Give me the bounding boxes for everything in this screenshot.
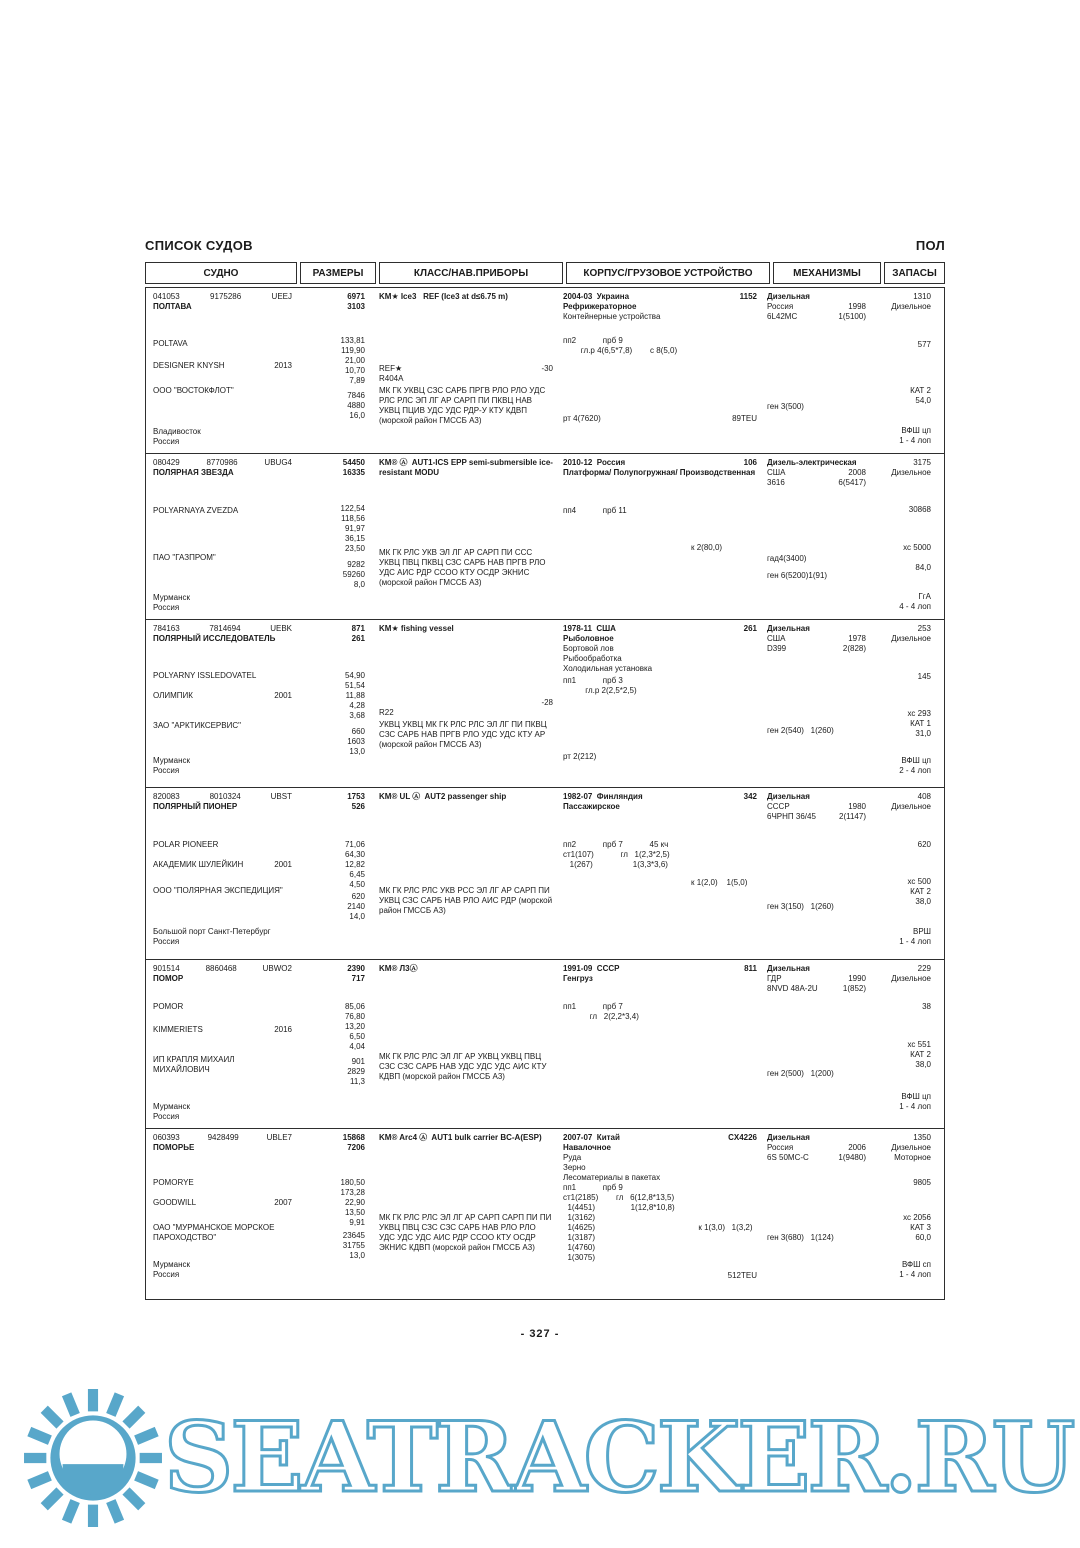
text-line: Навалочное <box>563 1143 611 1152</box>
text-line: 11,88 <box>345 691 365 700</box>
text-line: 71,06 <box>344 840 365 849</box>
text-line: МК ГК РЛС РЛС УКВ РСС ЭЛ ЛГ АР САРП ПИ УКВЦ СЗС САРБ НАВ РЛО АИС РДР (морской район ГМССБ А3) <box>379 886 555 915</box>
text-line: POLYARNY ISSLEDOVATEL <box>153 671 257 680</box>
text-line: 3,68 <box>349 711 365 720</box>
text-line: ГгА <box>918 592 931 601</box>
text-line: 60,0 <box>915 1233 931 1242</box>
text-line: 22,90 <box>344 1198 365 1207</box>
text-line: KM★ fishing vessel <box>379 624 454 633</box>
text-line: 64,30 <box>344 850 365 859</box>
text-line: АКАДЕМИК ШУЛЕЙКИН 2001 <box>153 860 292 869</box>
text-line: 2390 <box>347 964 365 973</box>
text-line: хс 500 <box>907 877 931 886</box>
text-line: 901 <box>351 1057 365 1066</box>
table-column-headers <box>145 262 945 284</box>
text-line: KM® Л3Ⓐ <box>379 964 418 973</box>
text-line: ВФШ цп <box>901 1092 931 1101</box>
text-line: 717 <box>351 974 365 983</box>
text-line: США 2008 <box>767 468 866 477</box>
text-line: 1(3162) <box>563 1213 596 1222</box>
vessel-cell <box>146 292 298 447</box>
vessel-cell <box>146 624 298 781</box>
text-line: КАТ 2 <box>910 1050 931 1059</box>
ship-table <box>145 287 945 1300</box>
text-line: 2010-12 Россия 106 <box>563 458 757 467</box>
text-line: 2829 <box>347 1067 365 1076</box>
vessel-cell <box>146 1133 298 1293</box>
text-line: 173,28 <box>340 1188 365 1197</box>
text-line: KM® Ⓐ AUT1-ICS EPP semi-submersible ice-resistant MODU <box>379 458 553 477</box>
text-line: ПОМОР <box>153 974 184 983</box>
text-line: Россия <box>153 766 180 775</box>
text-line: REF★ -30 <box>379 364 553 373</box>
text-line: 9,91 <box>349 1218 365 1227</box>
text-line: Генгруз <box>563 974 593 983</box>
text-line: 041053 9175286 UEEJ <box>153 292 292 301</box>
text-line: 13,0 <box>349 747 365 756</box>
text-line: 3175 <box>913 458 931 467</box>
sizes-cell <box>298 458 374 613</box>
text-line: ПОЛТАВА <box>153 302 192 311</box>
text-line: 1991-09 СССР 811 <box>563 964 757 973</box>
text-line: Пассажирское <box>563 802 620 811</box>
hull-cell <box>558 458 762 613</box>
text-line: KM® UL Ⓐ AUT2 passenger ship <box>379 792 507 801</box>
text-line: 9282 <box>347 560 365 569</box>
ship-row-polar-pioneer <box>146 788 944 960</box>
text-line: пп2 прб 7 45 кч <box>563 840 669 849</box>
text-line: 1(267) 1(3,3*3,6) <box>563 860 668 869</box>
text-line: Дизельная <box>767 1133 810 1142</box>
class-cell <box>374 1133 558 1293</box>
hull-cell <box>558 292 762 447</box>
text-line: 2 - 4 лоп <box>899 766 931 775</box>
text-line: ПАО "ГАЗПРОМ" <box>153 553 216 562</box>
text-line: 6L42MC 1(5100) <box>767 312 866 321</box>
hull-cell <box>558 624 762 781</box>
text-line: Зерно <box>563 1163 586 1172</box>
text-line: 13,20 <box>344 1022 365 1031</box>
text-line: 6971 <box>347 292 365 301</box>
text-line: 91,97 <box>344 524 365 533</box>
text-line: 6,50 <box>349 1032 365 1041</box>
text-line: Дизельная <box>767 624 810 633</box>
text-line: 9805 <box>913 1178 931 1187</box>
text-line: Дизель-электрическая <box>767 458 857 467</box>
text-line: 229 <box>917 964 931 973</box>
text-line: 16,0 <box>349 411 365 420</box>
column-header-stores: ЗАПАСЫ <box>884 262 945 284</box>
text-line: 21,00 <box>344 356 365 365</box>
text-line: 51,54 <box>344 681 365 690</box>
column-header-vessel: СУДНО <box>145 262 297 284</box>
text-line: 1 - 4 лоп <box>899 1270 931 1279</box>
text-line: 23645 <box>342 1231 365 1240</box>
text-line: 59260 <box>342 570 365 579</box>
sun-logo-icon <box>22 1387 164 1529</box>
machinery-cell <box>762 458 870 613</box>
text-line: Дизельное <box>891 974 931 983</box>
text-line: 38,0 <box>915 1060 931 1069</box>
text-line: POMORYE <box>153 1178 194 1187</box>
machinery-cell <box>762 624 870 781</box>
text-line: 10,70 <box>344 366 365 375</box>
text-line: Россия <box>153 1270 180 1279</box>
vessel-cell <box>146 458 298 613</box>
text-line: 4880 <box>347 401 365 410</box>
text-line: Дизельная <box>767 792 810 801</box>
stores-cell <box>870 458 944 613</box>
class-cell <box>374 458 558 613</box>
text-line: ГДР 1990 <box>767 974 866 983</box>
class-cell <box>374 964 558 1122</box>
text-line: 1978-11 США 261 <box>563 624 757 633</box>
hull-cell <box>558 792 762 953</box>
text-line: КАТ 3 <box>910 1223 931 1232</box>
class-cell <box>374 292 558 447</box>
text-line: 6ЧРНП 36/45 2(1147) <box>767 812 866 821</box>
vessel-cell <box>146 964 298 1122</box>
machinery-cell <box>762 964 870 1122</box>
text-line: пп1 прб 7 <box>563 1002 623 1011</box>
text-line: 526 <box>351 802 365 811</box>
text-line: КАТ 1 <box>910 719 931 728</box>
text-line: 54,0 <box>915 396 931 405</box>
text-line: 871 <box>351 624 365 633</box>
text-line: пп4 прб 11 <box>563 506 627 515</box>
text-line: 784163 7814694 UEBK <box>153 624 292 633</box>
watermark-text: SEATRACKER.RU <box>164 1401 1073 1514</box>
text-line: 85,06 <box>344 1002 365 1011</box>
text-line: 820083 8010324 UBST <box>153 792 292 801</box>
text-line: Россия <box>153 937 180 946</box>
text-line: 14,0 <box>349 912 365 921</box>
text-line: KM★ Ice3 REF (Ice3 at d≤6.75 m) <box>379 292 508 301</box>
column-header-hull: КОРПУС/ГРУЗОВОЕ УСТРОЙСТВО <box>566 262 770 284</box>
text-line: 1(3075) <box>563 1253 596 1262</box>
text-line: Рыбообработка <box>563 654 622 663</box>
text-line: гл.р 2(2,5*2,5) <box>563 686 637 695</box>
text-line: СССР 1980 <box>767 802 866 811</box>
text-line: 119,90 <box>341 346 365 355</box>
text-line: Мурманск <box>153 1260 190 1269</box>
text-line: 6S 50MC-C 1(9480) <box>767 1153 866 1162</box>
text-line: 23,50 <box>344 544 365 553</box>
text-line: POMOR <box>153 1002 184 1011</box>
text-line: Россия <box>153 437 180 446</box>
text-line: Россия <box>153 603 180 612</box>
text-line: 408 <box>917 792 931 801</box>
text-line: МК ГК РЛС РЛС ЭЛ ЛГ АР УКВЦ УКВЦ ПВЦ СЗС СЗС САРБ НАВ УДС УДС УДС АИС КТУ КДВП (морской район ГМССБ А3) <box>379 1052 549 1081</box>
text-line: КАТ 2 <box>910 386 931 395</box>
text-line: 54,90 <box>344 671 365 680</box>
text-line: 38 <box>922 1002 931 1011</box>
text-line: ген 6(5200)1(91) <box>767 571 828 580</box>
text-line: 2004-03 Украина 1152 <box>563 292 757 301</box>
text-line: 261 <box>351 634 365 643</box>
text-line: ОАО "МУРМАНСКОЕ МОРСКОЕ ПАРОХОДСТВО" <box>153 1223 277 1242</box>
text-line: КАТ 2 <box>910 887 931 896</box>
text-line: 620 <box>917 840 931 849</box>
ship-row-polyarny-issledovatel <box>146 620 944 788</box>
text-line: 54450 <box>342 458 365 467</box>
text-line: 1 - 4 лоп <box>899 1102 931 1111</box>
text-line: 060393 9428499 UBLE7 <box>153 1133 292 1142</box>
text-line: ВФШ сп <box>901 1260 931 1269</box>
text-line: Большой порт Санкт-Петербург <box>153 927 271 936</box>
text-line: Мурманск <box>153 756 190 765</box>
text-line: 1753 <box>347 792 365 801</box>
register-page <box>145 238 945 1300</box>
text-line: POLYARNAYA ZVEZDA <box>153 506 239 515</box>
text-line: Россия 1998 <box>767 302 866 311</box>
watermark <box>22 1388 1073 1528</box>
text-line: гл 2(2,2*3,4) <box>563 1012 639 1021</box>
text-line: 180,50 <box>340 1178 365 1187</box>
text-line: Дизельное <box>891 802 931 811</box>
text-line: 1 - 4 лоп <box>899 436 931 445</box>
column-header-sizes: РАЗМЕРЫ <box>300 262 376 284</box>
text-line: МК ГК УКВЦ СЗС САРБ ПРГВ РЛО РЛО УДС РЛС РЛС ЭП ЛГ АР САРП ПИ ПКВЦ НАВ УКВЦ ПЦИВ УДС УДС РДР-У КТУ КДВП (морской район ГМССБ А3) <box>379 386 548 425</box>
text-line: Рефрижераторное <box>563 302 637 311</box>
text-line: 13,0 <box>349 1251 365 1260</box>
hull-cell <box>558 964 762 1122</box>
text-line: МК ГК РЛС УКВ ЭЛ ЛГ АР САРП ПИ ССС УКВЦ ПВЦ ПКВЦ СЗС САРБ НАВ ПРГВ РЛО УДС АИС РДР ССОО КТУ ОСДР ЭКНИС (морской район ГМССБ А3) <box>379 548 548 587</box>
text-line: 6,45 <box>349 870 365 879</box>
text-line: Дизельная <box>767 292 810 301</box>
text-line: R22 <box>379 708 394 717</box>
text-line: 1(4760) <box>563 1243 596 1252</box>
text-line: пп1 прб 9 <box>563 1183 623 1192</box>
text-line: 38,0 <box>915 897 931 906</box>
text-line: 13,50 <box>344 1208 365 1217</box>
machinery-cell <box>762 292 870 447</box>
text-line: ген 3(680) 1(124) <box>767 1233 834 1242</box>
sizes-cell <box>298 624 374 781</box>
class-cell <box>374 792 558 953</box>
page-number: - 327 - <box>520 1328 560 1340</box>
stores-cell <box>870 1133 944 1293</box>
text-line: ООО "ВОСТОКФЛОТ" <box>153 386 234 395</box>
ship-row-poltava <box>146 288 944 454</box>
page-header <box>145 238 945 253</box>
column-header-machinery: МЕХАНИЗМЫ <box>773 262 881 284</box>
text-line: 4,28 <box>349 701 365 710</box>
text-line: 118,56 <box>341 514 365 523</box>
text-line: Моторное <box>894 1153 931 1162</box>
text-line: 1603 <box>347 737 365 746</box>
text-line: 4,04 <box>349 1042 365 1051</box>
text-line: 30868 <box>908 505 931 514</box>
text-line: 4,50 <box>349 880 365 889</box>
text-line: D399 2(828) <box>767 644 866 653</box>
text-line: ПОЛЯРНАЯ ЗВЕЗДА <box>153 468 234 477</box>
text-line: 1(3187) <box>563 1233 596 1242</box>
page-title: СПИСОК СУДОВ <box>145 238 253 253</box>
text-line: 31,0 <box>915 729 931 738</box>
text-line: ВРШ <box>912 927 931 936</box>
text-line: Россия <box>153 1112 180 1121</box>
text-line: хс 2056 <box>903 1213 931 1222</box>
text-line: ОЛИМПИК 2001 <box>153 691 292 700</box>
text-line: хс 5000 <box>903 543 931 552</box>
text-line: Мурманск <box>153 593 190 602</box>
ship-row-polyarnaya-zvezda <box>146 454 944 620</box>
text-line: 3103 <box>347 302 365 311</box>
text-line: Рыболовное <box>563 634 614 643</box>
text-line: Дизельное <box>891 302 931 311</box>
text-line: Мурманск <box>153 1102 190 1111</box>
text-line: DESIGNER KNYSH 2013 <box>153 361 292 370</box>
text-line: POLAR PIONEER <box>153 840 219 849</box>
column-header-class: КЛАСС/НАВ.ПРИБОРЫ <box>379 262 563 284</box>
hull-cell <box>558 1133 762 1293</box>
text-line: 133,81 <box>340 336 365 345</box>
text-line: Холодильная установка <box>563 664 653 673</box>
text-line: 577 <box>917 340 931 349</box>
text-line: ген 2(540) 1(260) <box>767 726 834 735</box>
text-line: 1 - 4 лоп <box>899 937 931 946</box>
sizes-cell <box>298 292 374 447</box>
text-line: рт 2(212) <box>563 752 597 761</box>
class-cell <box>374 624 558 781</box>
text-line: ПОМОРЬЕ <box>153 1143 195 1152</box>
text-line: ст1(107) гл 1(2,3*2,5) <box>563 850 670 859</box>
page-title-right: ПОЛ <box>915 238 945 253</box>
text-line: 660 <box>351 727 365 736</box>
sizes-cell <box>298 964 374 1122</box>
text-line: 1310 <box>913 292 931 301</box>
text-line: 512TEU <box>727 1271 757 1280</box>
stores-cell <box>870 792 944 953</box>
text-line: пп1 прб 3 <box>563 676 623 685</box>
text-line: R404A <box>379 374 404 383</box>
text-line: 31755 <box>342 1241 365 1250</box>
text-line: 12,82 <box>344 860 365 869</box>
text-line: KIMMERIETS 2016 <box>153 1025 292 1034</box>
machinery-cell <box>762 1133 870 1293</box>
text-line: гад4(3400) <box>767 554 807 563</box>
text-line: ген 2(500) 1(200) <box>767 1069 834 1078</box>
text-line: 8NVD 48A-2U 1(852) <box>767 984 866 993</box>
text-line: Бортовой лов <box>563 644 614 653</box>
text-line: пп2 прб 9 <box>563 336 623 345</box>
text-line: 7206 <box>347 1143 365 1152</box>
text-line: 620 <box>351 892 365 901</box>
text-line: ООО "ПОЛЯРНАЯ ЭКСПЕДИЦИЯ" <box>153 886 283 895</box>
text-line: Лесоматериалы в пакетах <box>563 1173 661 1182</box>
ship-row-pomorye <box>146 1129 944 1299</box>
text-line: рт 4(7620) 89TEU <box>563 414 757 423</box>
text-line: к 1(2,0) 1(5,0) <box>691 878 748 887</box>
text-line: 1982-07 Финляндия 342 <box>563 792 757 801</box>
text-line: 1(4625) к 1(3,0) 1(3,2) <box>563 1223 757 1232</box>
text-line: 253 <box>917 624 931 633</box>
text-line: 15868 <box>342 1133 365 1142</box>
text-line: 7846 <box>347 391 365 400</box>
sizes-cell <box>298 1133 374 1293</box>
text-line: 2007-07 Китай CX4226 <box>563 1133 757 1142</box>
text-line: 11,3 <box>350 1077 365 1086</box>
text-line: Дизельное <box>891 634 931 643</box>
text-line: -28 <box>541 698 553 707</box>
text-line: 080429 8770986 UBUG4 <box>153 458 292 467</box>
text-line: ген 3(500) <box>767 402 804 411</box>
text-line: ПОЛЯРНЫЙ ИССЛЕДОВАТЕЛЬ <box>153 634 276 643</box>
text-line: POLTAVA <box>153 339 188 348</box>
text-line: гл.р 4(6,5*7,8) с 8(5,0) <box>563 346 678 355</box>
text-line: ст1(2185) гл 6(12,8*13,5) <box>563 1193 675 1202</box>
text-line: 2140 <box>347 902 365 911</box>
text-line: Владивосток <box>153 427 201 436</box>
text-line: Платформа/ Полупогружная/ Производственная <box>563 468 756 477</box>
text-line: Россия 2006 <box>767 1143 866 1152</box>
text-line: ПОЛЯРНЫЙ ПИОНЕР <box>153 802 238 811</box>
stores-cell <box>870 964 944 1122</box>
text-line: хс 551 <box>907 1040 931 1049</box>
text-line: GOODWILL 2007 <box>153 1198 292 1207</box>
text-line: 7,89 <box>349 376 365 385</box>
text-line: 16335 <box>342 468 365 477</box>
text-line: Контейнерные устройства <box>563 312 661 321</box>
text-line: к 2(80,0) <box>691 543 723 552</box>
ship-row-pomor <box>146 960 944 1129</box>
text-line: хс 293 <box>907 709 931 718</box>
text-line: ВФШ цп <box>901 756 931 765</box>
text-line: 145 <box>917 672 931 681</box>
machinery-cell <box>762 792 870 953</box>
stores-cell <box>870 292 944 447</box>
text-line: 901514 8860468 UBWO2 <box>153 964 292 973</box>
sizes-cell <box>298 792 374 953</box>
text-line: 3616 6(5417) <box>767 478 866 487</box>
text-line: 4 - 4 лоп <box>899 602 931 611</box>
text-line: Руда <box>563 1153 582 1162</box>
text-line: Дизельная <box>767 964 810 973</box>
text-line: 1350 <box>913 1133 931 1142</box>
text-line: 84,0 <box>915 563 931 572</box>
text-line: Дизельное <box>891 1143 931 1152</box>
text-line: ИП КРАПЛЯ МИХАИЛ МИХАЙЛОВИЧ <box>153 1055 237 1074</box>
text-line: ВФШ цп <box>901 426 931 435</box>
stores-cell <box>870 624 944 781</box>
text-line: ген 3(150) 1(260) <box>767 902 834 911</box>
text-line: 8,0 <box>353 580 365 589</box>
text-line: США 1978 <box>767 634 866 643</box>
text-line: KM® Arc4 Ⓐ AUT1 bulk carrier BC-A(ESP) <box>379 1133 542 1142</box>
text-line: 36,15 <box>344 534 365 543</box>
vessel-cell <box>146 792 298 953</box>
text-line: УКВЦ УКВЦ МК ГК РЛС РЛС ЭЛ ЛГ ПИ ПКВЦ СЗС САРБ НАВ ПРГВ РЛО УДС УДС КТУ АР (морской район ГМССБ А3) <box>379 720 549 749</box>
text-line: 1(4451) 1(12,8*10,8) <box>563 1203 675 1212</box>
text-line: МК ГК РЛС РЛС ЭЛ ЛГ АР САРП САРП ПИ ПИ УКВЦ ПВЦ СЗС СЗС САРБ НАВ РЛО РЛО УДС УДС УДС АИС РДР ССОО КТУ ОСДР ЭКНИС КДВП (морской район ГМССБ А3) <box>379 1213 554 1252</box>
text-line: 76,80 <box>344 1012 365 1021</box>
text-line: 122,54 <box>340 504 365 513</box>
text-line: Дизельное <box>891 468 931 477</box>
text-line: ЗАО "АРКТИКСЕРВИС" <box>153 721 241 730</box>
